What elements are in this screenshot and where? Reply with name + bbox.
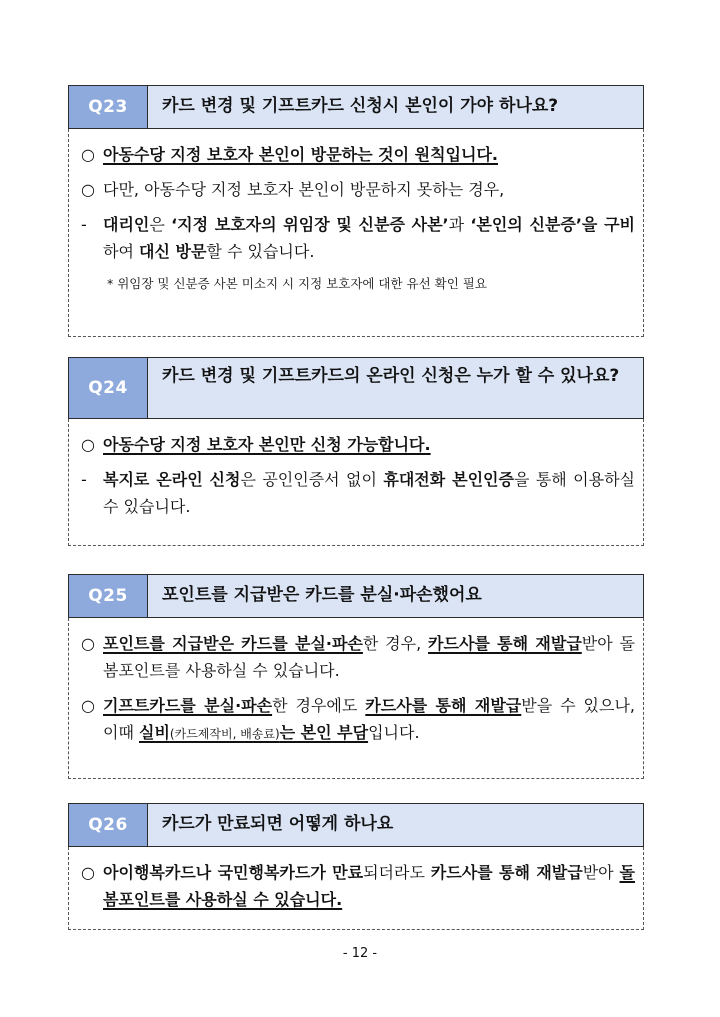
emphasis: 돌봄포인트를 사용하실 수 있습니다.	[103, 863, 635, 909]
answer-text	[103, 692, 635, 748]
emphasis: 카드사를 통해 재발급	[365, 696, 522, 715]
circle-bullet-icon: ○	[81, 863, 95, 882]
circle-bullet-icon: ○	[81, 696, 95, 715]
question-title: 카드 변경 및 기프트카드 신청시 본인이 가야 하나요?	[147, 86, 643, 128]
text-run: 되더라도	[363, 863, 431, 882]
answer-text: 아동수당 지정 보호자 본인이 방문하는 것이 원칙입니다.	[103, 145, 498, 164]
answer-item	[77, 466, 635, 520]
question-title: 카드가 만료되면 어떻게 하나요	[147, 804, 643, 846]
circle-bullet-icon: ○	[81, 145, 95, 164]
question-header	[68, 803, 644, 847]
qa-block-q24	[68, 357, 644, 546]
dash-bullet: -	[81, 215, 87, 234]
qa-block-q26	[68, 803, 644, 930]
answer-body	[68, 129, 644, 337]
text-run: 한 경우,	[362, 634, 429, 653]
qa-block-q23	[68, 85, 644, 337]
text-run: 받아	[582, 863, 620, 882]
answer-body	[68, 419, 644, 546]
question-header	[68, 85, 644, 129]
answer-body	[68, 847, 644, 930]
answer-text	[103, 630, 635, 684]
answer-text	[103, 859, 635, 913]
text-run: (카드제작비, 배송료)	[169, 727, 280, 741]
text-run: 을 통해 이용하실 수 있습니다.	[103, 470, 635, 516]
answer-item	[77, 859, 635, 913]
text-run: 입니다.	[368, 723, 420, 742]
answer-text	[103, 466, 635, 520]
question-header	[68, 574, 644, 618]
text-run: 은 공인인증서 없이	[240, 470, 384, 489]
question-title: 카드 변경 및 기프트카드의 온라인 신청은 누가 할 수 있나요?	[147, 358, 643, 418]
emphasis: 아이행복카드나 국민행복카드가 만료	[103, 863, 364, 882]
page-number: - 12 -	[342, 946, 378, 961]
emphasis: 실비	[139, 723, 170, 742]
qa-block-q25	[68, 574, 644, 779]
emphasis: 복지로 온라인 신청	[103, 470, 241, 489]
answer-item	[77, 141, 635, 168]
emphasis: 카드사를 통해 재발급	[428, 634, 582, 653]
circle-bullet-icon: ○	[81, 634, 95, 653]
emphasis: 대신 방문	[139, 242, 207, 261]
answer-text: 아동수당 지정 보호자 본인만 신청 가능합니다.	[103, 435, 431, 454]
answer-item	[77, 176, 635, 203]
emphasis: 포인트를 지급받은 카드를 분실·파손	[103, 634, 363, 653]
emphasis: 대리인	[103, 215, 150, 234]
emphasis: 는 본인 부담	[279, 723, 369, 742]
circle-bullet-icon: ○	[81, 435, 95, 454]
question-number: Q24	[69, 358, 147, 418]
text-run: 은	[149, 215, 172, 234]
question-number: Q25	[69, 575, 147, 617]
text-run: 과	[448, 215, 471, 234]
answer-text	[103, 211, 635, 265]
answer-item	[77, 630, 635, 684]
text-run: 할 수 있습니다.	[206, 242, 315, 261]
text-run: 받을 수 있으나, 이때	[103, 696, 635, 742]
question-number: Q23	[69, 86, 147, 128]
answer-body	[68, 618, 644, 779]
answer-text: 다만, 아동수당 지정 보호자 본인이 방문하지 못하는 경우,	[103, 180, 505, 199]
emphasis: 휴대전화 본인인증	[383, 470, 514, 489]
answer-item	[77, 211, 635, 265]
text-run: 받아 돌봄포인트를 사용하실 수 있습니다.	[103, 634, 635, 680]
footnote: * 위임장 및 신분증 사본 미소지 시 지정 보호자에 대한 유선 확인 필요	[107, 276, 487, 291]
answer-item	[77, 431, 635, 458]
question-title: 포인트를 지급받은 카드를 분실·파손했어요	[147, 575, 643, 617]
question-header	[68, 357, 644, 419]
text-run: 하여	[103, 242, 139, 261]
emphasis: 기프트카드를 분실·파손	[103, 696, 273, 715]
text-run: 한 경우에도	[272, 696, 366, 715]
emphasis: 카드사를 통해 재발급	[430, 863, 583, 882]
emphasis: ‘본인의 신분증’을 구비	[470, 215, 635, 234]
emphasis: ‘지정 보호자의 위임장 및 신분증 사본’	[171, 215, 449, 234]
circle-bullet-icon: ○	[81, 180, 95, 199]
dash-bullet: -	[81, 470, 87, 489]
question-number: Q26	[69, 804, 147, 846]
answer-item	[77, 692, 635, 748]
